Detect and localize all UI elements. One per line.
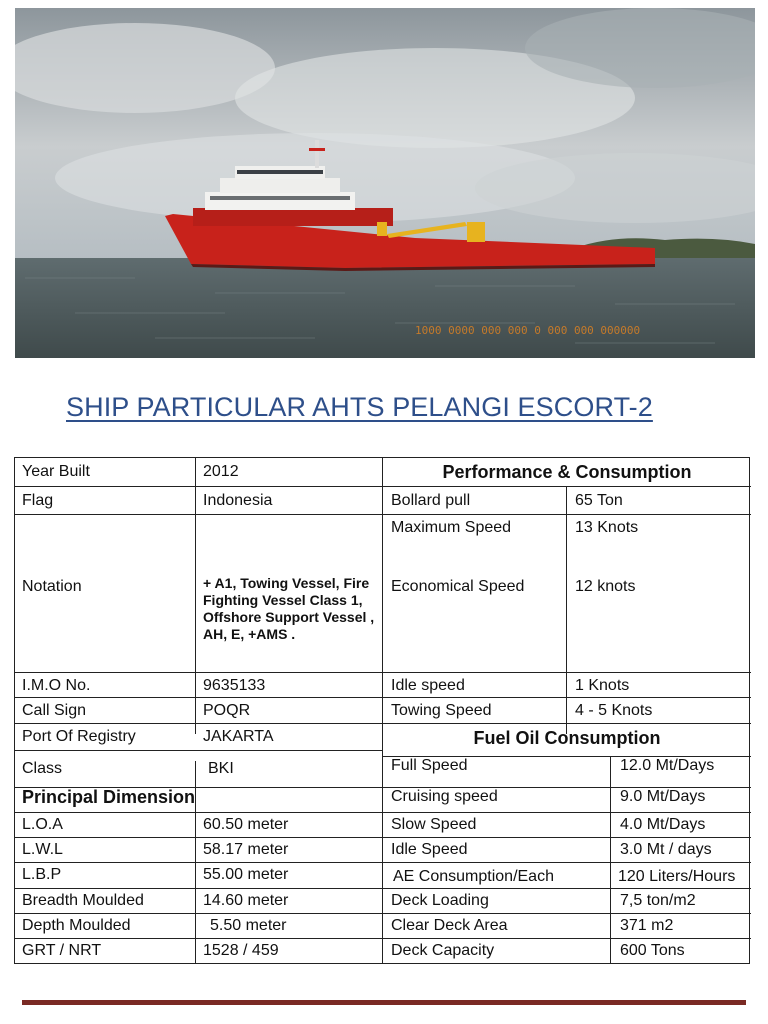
towing-speed-value: 4 - 5 Knots (575, 702, 653, 719)
ae-consumption-value: 120 Liters/Hours (618, 868, 736, 885)
max-speed-value: 13 Knots (575, 519, 639, 536)
notation-label: Notation (22, 578, 82, 595)
flag-label: Flag (22, 492, 54, 509)
port-registry-label: Port Of Registry (22, 728, 136, 745)
clear-deck-label: Clear Deck Area (391, 917, 508, 934)
footer-rule (22, 1000, 746, 1005)
imo-value: 9635133 (203, 677, 266, 694)
eco-speed-label: Economical Speed (391, 578, 525, 595)
class-value: BKI (208, 760, 234, 777)
depth-label: Depth Moulded (22, 917, 131, 934)
breadth-value: 14.60 meter (203, 892, 289, 909)
eco-speed-value: 12 knots (575, 578, 636, 595)
ship-photo (15, 8, 755, 358)
deck-capacity-value: 600 Tons (620, 942, 685, 959)
cruising-speed-value: 9.0 Mt/Days (620, 788, 706, 805)
idle-consumption-label: Idle Speed (391, 841, 468, 858)
call-sign-value: POQR (203, 702, 251, 719)
lwl-value: 58.17 meter (203, 841, 289, 858)
loa-label: L.O.A (22, 816, 63, 833)
cruising-speed-label: Cruising speed (391, 788, 498, 805)
ae-consumption-label: AE Consumption/Each (393, 868, 554, 885)
idle-consumption-value: 3.0 Mt / days (620, 841, 712, 858)
fuel-consumption-heading: Fuel Oil Consumption (473, 728, 661, 748)
class-label: Class (22, 760, 63, 777)
principal-dimension-heading: Principal Dimension (22, 787, 196, 807)
depth-value: 5.50 meter (210, 917, 287, 934)
deck-loading-value: 7,5 ton/m2 (620, 892, 696, 909)
lwl-label: L.W.L (22, 841, 63, 858)
notation-value: + A1, Towing Vessel, Fire Fighting Vessel Class 1, Offshore Support Vessel , AH, E, +AMS . (203, 575, 375, 642)
max-speed-label: Maximum Speed (391, 519, 512, 536)
slow-speed-value: 4.0 Mt/Days (620, 816, 706, 833)
photo-timestamp-overlay: 1000 0000 000 000 0 000 000 000000 (415, 324, 641, 337)
grt-nrt-value: 1528 / 459 (203, 942, 279, 959)
breadth-label: Breadth Moulded (22, 892, 144, 909)
idle-speed-label: Idle speed (391, 677, 465, 694)
clear-deck-value: 371 m2 (620, 917, 674, 934)
full-speed-label: Full Speed (391, 757, 468, 774)
deck-loading-label: Deck Loading (391, 892, 489, 909)
towing-speed-label: Towing Speed (391, 702, 492, 719)
page-title: SHIP PARTICULAR AHTS PELANGI ESCORT-2 (66, 392, 653, 422)
performance-heading: Performance & Consumption (442, 462, 692, 482)
idle-speed-value: 1 Knots (575, 677, 630, 694)
deck-capacity-label: Deck Capacity (391, 942, 495, 959)
lbp-label: L.B.P (22, 866, 62, 883)
flag-value: Indonesia (203, 492, 273, 509)
slow-speed-label: Slow Speed (391, 816, 477, 833)
bollard-pull-label: Bollard pull (391, 492, 471, 509)
full-speed-value: 12.0 Mt/Days (620, 757, 715, 774)
imo-label: I.M.O No. (22, 677, 91, 694)
year-built-label: Year Built (22, 463, 90, 480)
port-registry-value: JAKARTA (203, 728, 274, 745)
year-built-value: 2012 (203, 463, 239, 480)
loa-value: 60.50 meter (203, 816, 289, 833)
bollard-pull-value: 65 Ton (575, 492, 623, 509)
grt-nrt-label: GRT / NRT (22, 942, 102, 959)
call-sign-label: Call Sign (22, 702, 87, 719)
ship-particulars-table (14, 457, 750, 964)
lbp-value: 55.00 meter (203, 866, 289, 883)
